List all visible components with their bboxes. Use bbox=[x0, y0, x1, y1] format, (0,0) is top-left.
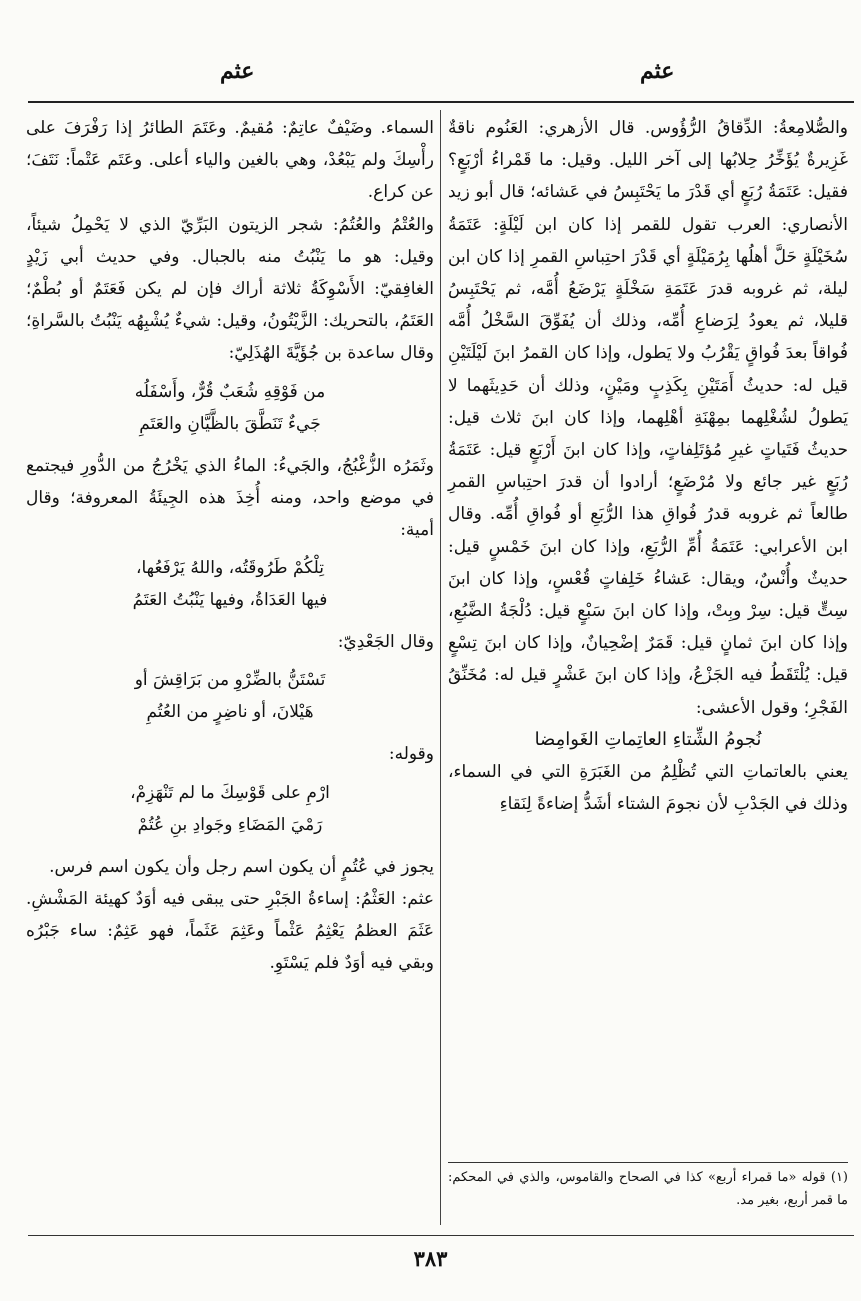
verse-block bbox=[26, 664, 434, 728]
entry-text: عثم: العَثْمُ: إساءةُ الجَبْرِ حتى يبقى فيه أوَدٌ كهيئة المَشْشِ. عَثَمَ العظمُ يَعْثِمُ عَثْماً وعَثِمَ عَثَماً، فهو عَثِمٌ: ساء جَبْرُه وبقي فيه أوَدٌ فلم يَسْتَوِ. bbox=[26, 888, 434, 974]
footnote-rule bbox=[448, 1162, 848, 1163]
left-column bbox=[26, 112, 434, 979]
right-column bbox=[448, 112, 848, 820]
verse-hemistich: تِلْكُمْ طَرُوقَتُه، واللهُ يَرْفَعُها، bbox=[135, 558, 325, 579]
verse-block bbox=[26, 552, 434, 616]
running-header-left: عثم bbox=[220, 58, 255, 84]
verse-hemistich: ارْمِ على قَوْسِكَ ما لم تَنْهَزِمْ، bbox=[130, 782, 330, 803]
entry-text: يجوز في عُتُمٍ أن يكون اسم رجل وأن يكون اسم فرس. bbox=[49, 856, 434, 877]
verse-hemistich: جَيءٌ تَنَطَّقَ بالظَّيَّانِ والعَتَمِ bbox=[139, 413, 321, 434]
footnote bbox=[448, 1166, 848, 1212]
entry-text: وقال الجَعْدِيّ: bbox=[337, 632, 434, 653]
verse-block bbox=[26, 376, 434, 440]
verse-hemistich: فيها العَدَاةُ، وفيها يَنْبُتُ العَتَمُ bbox=[132, 590, 328, 611]
entry-text: والعُتْمُ والعُتُمُ: شجر الزيتون البَرِّيّ الذي لا يَحْمِلُ شيئاً، وقيل: هو ما يَنْبُتُ منه بالجبال. وفي حديث أبي زَيْدٍ الغافِقيّ: الأَسْوِكَةُ ثلاثة أراك فإن لم يكن فَعَتَمٌ أو بُطْمٌ؛ العَتَمُ، بالتحريك: الزَّيْتُونُ، وقيل: شيءٌ يُشْبِهُه يَنْبُتُ بالسَّراةِ؛ وقال ساعدة بن جُؤَيَّةَ الهُذَلِيّ: bbox=[26, 214, 434, 364]
verse-hemistich: رَمْيَ المَضَاءِ وجَوادِ بنِ عُتُمْ bbox=[137, 814, 323, 835]
footnote-text: (١) قوله «ما قمراء أربع» كذا في الصحاح والقاموس، والذي في المحكم: ما قمر أربع، بغير مد. bbox=[448, 1170, 848, 1208]
entry-text: وثَمَرُه الزُّغْبُجُ، والجَيءُ: الماءُ الذي يَخْرُجُ من الدُّورِ فيجتمع في موضع واحد، ومنه أُخِذَ هذه الجِيئَةُ المعروفة؛ وقال أمية: bbox=[26, 455, 434, 541]
header-rule bbox=[28, 101, 854, 103]
verse-hemistich: هَيْلانَ، أو ناضِرٍ من العُتُمِ bbox=[146, 702, 314, 723]
entry-text: يعني بالعاتماتِ التي تُظْلِمُ من الغَبَرَةِ التي في السماء، وذلك في الجَدْبِ لأن نجومَ الشتاء أشَدُّ إضاءةً لِنَقاءِ bbox=[448, 762, 848, 815]
verse-hemistich: تَسْتَنُّ بالضِّرْوِ من بَرَاقِشَ أو bbox=[134, 670, 326, 691]
column-divider bbox=[440, 110, 441, 1225]
verse-line: نُجومُ الشِّتاءِ العاتِماتِ الغَوامِضا bbox=[534, 728, 762, 750]
entry-text: والصُّلامِعةُ: الدِّقاقُ الرُّؤُوس. قال الأزهري: العَنُوم ناقةٌ غَزِيرةٌ يُؤَخِّرُ حِلابُها إلى آخر الليل. وقيل: ما قَمْراءُ أرْبَعٍ؟ فقيل: عَتَمَةُ رُبَعٍ أي قَدْرَ ما يَحْتَبِسُ في عَشائه؛ قال أبو زيد الأنصاري: العرب تقول للقمر إذا كان ابن لَيْلَةٍ: عَتَمَةُ سُخَيْلَةٍ حَلَّ أهلُها بِرُمَيْلَةٍ أي قَدْرَ احتِباسِ القمرِ إذا كان ابن ليلة، ثم غروبه قدرَ عَتَمَةِ سَخْلَةٍ يَرْضَعُ أُمَّه، ثم يَحْتَبِسُ قليلا، ثم يعودُ لِرَضاعِ أُمِّه، وذلك أن يُفَوِّقَ السَّخْلُ أُمَّه فُواقاً بعدَ فُواقٍ يَقْرُبُ ولا يَطول، وإذا كان القمرُ ابنَ لَيْلَتَيْنِ قيل له: حديثُ أَمَتَيْنِ بِكَذِبٍ ومَيْنٍ، وذلك أن حَدِيثَهما لا يَطولُ لشُغْلِهما بمِهْنَةِ أهْلِهما، وإذا كان ابنَ ثلاث قيل: حديثُ فَتَياتٍ غيرِ مُؤتَلِفاتٍ، وإذا كان ابنَ أَرْبَعٍ قيل: عَتَمَةُ رُبَعٍ غير جائع ولا مُرْضَعٍ؛ أرادوا أن قدرَ احتِباسِ القمرِ طالعاً ثم غروبه قدرُ فُواقِ هذا الرُّبَعِ أو فُواقِ أُمِّه. وقال ابن الأعرابي: عَتَمَةُ أُمِّ الرُّبَعِ، وإذا كان ابنَ خَمْسٍ قيل: حديثٌ وأُنْسٌ، ويقال: عَشاءُ خَلِفاتٍ قُعْسٍ، وإذا كان ابنَ سِتٍّ قيل: سِرْ وبِتْ، وإذا كان ابنَ سَبْعٍ قيل: دُلْجَةُ الضَّبُعِ، وإذا كان ابنَ ثمانٍ قيل: قَمَرٌ إضْحِيانٌ، وإذا كان ابنَ تِسْعٍ قيل: يُلْتَقَطُ فيه الجَزْعُ، وإذا كان ابنَ عَشْرٍ قيل له: مُخَنِّقُ الفَجْرِ؛ وقول الأعشى: bbox=[448, 118, 848, 718]
verse-hemistich: من فَوْقِهِ شُعَبٌ قُرٌّ، وأَسْفَلُه bbox=[134, 381, 326, 402]
page-number: ٣٨٣ bbox=[413, 1246, 448, 1271]
entry-text: وقوله: bbox=[388, 744, 434, 765]
verse-block bbox=[26, 777, 434, 841]
running-header-right: عثم bbox=[640, 58, 675, 84]
entry-text: السماء. وضَيْفٌ عاتِمٌ: مُقيمٌ. وعَتَمَ الطائرُ إذا رَفْرَفَ على رأْسِكَ ولم يَبْعُدْ، وهي بالغين والياء أعلى. وعَتَم عَتْماً: نَتَفَ؛ عن كراع. bbox=[26, 118, 434, 203]
footer-rule bbox=[28, 1235, 854, 1236]
